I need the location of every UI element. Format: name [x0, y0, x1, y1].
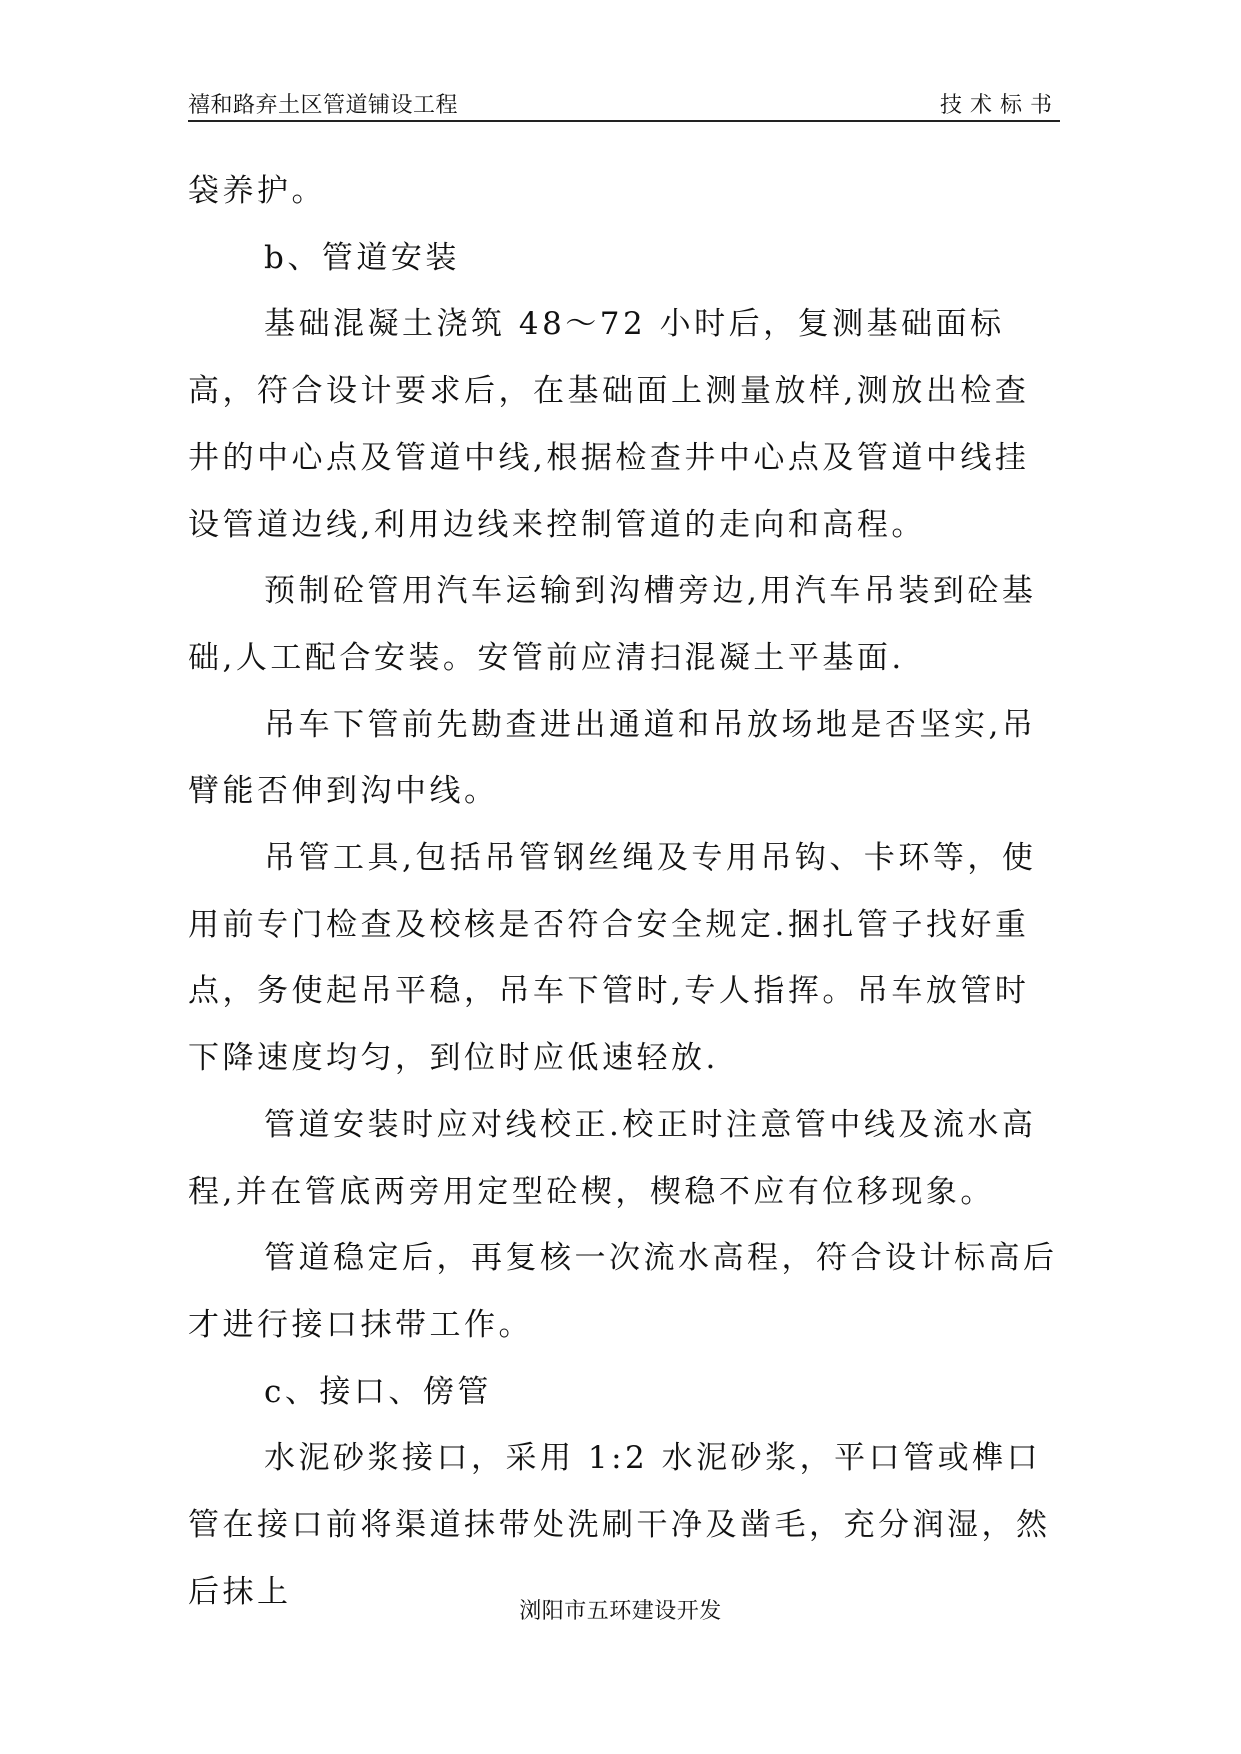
page-header [188, 84, 1060, 122]
document-body [188, 158, 1060, 1625]
paragraph: 基础混凝土浇筑 48～72 小时后，复测基础面标高，符合设计要求后，在基础面上测量放样,测放出检查井的中心点及管道中线,根据检查井中心点及管道中线挂设管道边线,利用边线来控制管道的走向和高程。 [188, 306, 1030, 543]
paragraph: 吊车下管前先勘查进出通道和吊放场地是否坚实,吊臂能否伸到沟中线。 [188, 706, 1037, 810]
section-heading-b: b、管道安装 [264, 239, 460, 276]
paragraph: 预制砼管用汽车运输到沟槽旁边,用汽车吊装到砼基础,人工配合安装。安管前应清扫混凝土平基面. [188, 573, 1037, 676]
paragraph: 吊管工具,包括吊管钢丝绳及专用吊钩、卡环等，使用前专门检查及校核是否符合安全规定.捆扎管子找好重点，务使起吊平稳，吊车下管时,专人指挥。吊车放管时下降速度均匀，到位时应低速轻放. [188, 840, 1037, 1077]
paragraph-continuation: 袋养护。 [188, 173, 326, 209]
paragraph: 水泥砂浆接口，采用 1:2 水泥砂浆，平口管或榫口管在接口前将渠道抹带处洗刷干净及凿毛，充分润湿，然后抹上 [188, 1440, 1051, 1610]
paragraph: 管道安装时应对线校正.校正时注意管中线及流水高程,并在管底两旁用定型砼楔，楔稳不应有位移现象。 [188, 1106, 1037, 1210]
section-heading-c: c、接口、傍管 [264, 1373, 492, 1410]
paragraph: 管道稳定后，再复核一次流水高程，符合设计标高后才进行接口抹带工作。 [188, 1240, 1058, 1343]
header-document-type: 技术标书 [939, 93, 1060, 118]
page-footer: 浏阳市五环建设开发 [519, 1599, 722, 1624]
header-project-title: 禧和路弃土区管道铺设工程 [188, 93, 459, 118]
